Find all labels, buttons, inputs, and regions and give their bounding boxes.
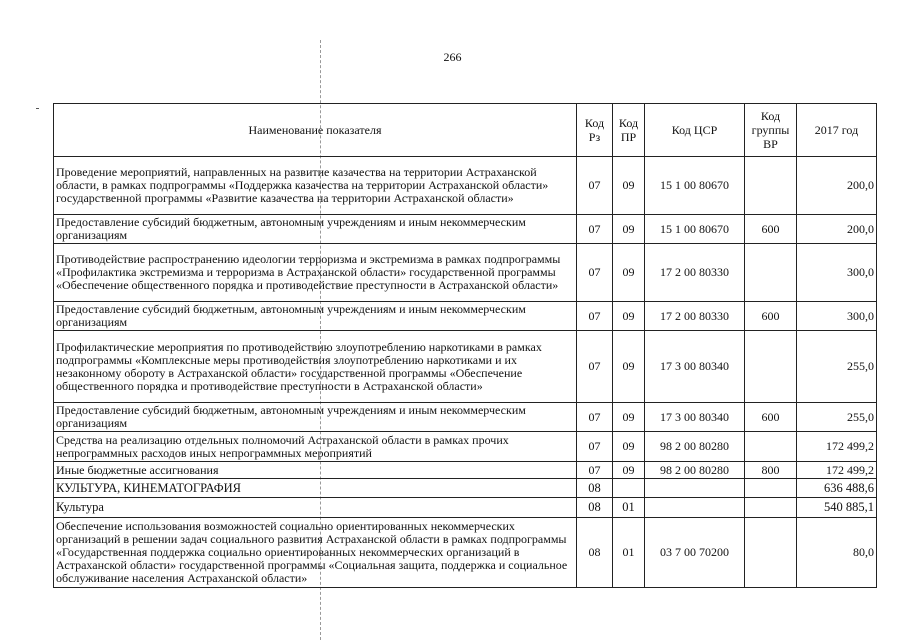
row-vr (745, 244, 797, 302)
header-year: 2017 год (797, 104, 877, 157)
row-amount: 80,0 (797, 518, 877, 588)
header-vr: Код группы ВР (745, 104, 797, 157)
header-name: Наименование показателя (54, 104, 577, 157)
row-amount: 540 885,1 (797, 498, 877, 518)
row-vr (745, 432, 797, 462)
row-amount: 200,0 (797, 157, 877, 215)
row-name: Предоставление субсидий бюджетным, автономным учреждениям и иным некоммерческим организациям (54, 215, 577, 244)
row-csr: 17 2 00 80330 (645, 302, 745, 331)
row-name: Предоставление субсидий бюджетным, автономным учреждениям и иным некоммерческим организациям (54, 403, 577, 432)
table-row (54, 302, 877, 331)
header-rz: Код Рз (577, 104, 613, 157)
row-csr: 15 1 00 80670 (645, 157, 745, 215)
row-rz: 07 (577, 331, 613, 403)
row-vr: 600 (745, 403, 797, 432)
row-amount: 200,0 (797, 215, 877, 244)
row-vr (745, 479, 797, 498)
row-pr: 09 (613, 157, 645, 215)
row-pr: 09 (613, 302, 645, 331)
row-name: Культура (54, 498, 577, 518)
table-row (54, 518, 877, 588)
row-csr (645, 498, 745, 518)
row-vr: 600 (745, 215, 797, 244)
row-csr: 03 7 00 70200 (645, 518, 745, 588)
row-rz: 08 (577, 518, 613, 588)
row-csr: 15 1 00 80670 (645, 215, 745, 244)
row-name: Проведение мероприятий, направленных на развитие казачества на территории Астраханской области, в рамках подпрограммы «Поддержка казачества на территории Астраханской области» государственной программы «Развитие казачества на территории Астраханской области» (54, 157, 577, 215)
row-vr: 800 (745, 462, 797, 479)
row-csr (645, 479, 745, 498)
row-vr (745, 331, 797, 403)
row-pr: 09 (613, 331, 645, 403)
table-row (54, 215, 877, 244)
table-row (54, 157, 877, 215)
page-number: 266 (443, 50, 462, 64)
row-amount: 636 488,6 (797, 479, 877, 498)
row-amount: 255,0 (797, 403, 877, 432)
table-header-row (54, 104, 877, 157)
table-row (54, 432, 877, 462)
row-pr: 09 (613, 403, 645, 432)
row-vr (745, 518, 797, 588)
table-row (54, 244, 877, 302)
row-vr (745, 157, 797, 215)
row-name: Обеспечение использования возможностей социально ориентированных некоммерческих организаций в решении задач социального развития Астраханской области в рамках подпрограммы «Государственная поддержка социально ориентированных некоммерческих организаций в Астраханской области» государственной программы «Социальная защита, поддержка и социальное обслуживание населения Астраханской области» (54, 518, 577, 588)
row-name: Предоставление субсидий бюджетным, автономным учреждениям и иным некоммерческим организациям (54, 302, 577, 331)
row-rz: 07 (577, 432, 613, 462)
row-name: Средства на реализацию отдельных полномочий Астраханской области в рамках прочих непрограммных расходов иных непрограммных мероприятий (54, 432, 577, 462)
row-csr: 17 3 00 80340 (645, 403, 745, 432)
row-rz: 08 (577, 479, 613, 498)
table-row (54, 479, 877, 498)
header-pr: Код ПР (613, 104, 645, 157)
budget-table (53, 103, 877, 588)
row-pr (613, 479, 645, 498)
row-pr: 09 (613, 432, 645, 462)
row-amount: 172 499,2 (797, 432, 877, 462)
row-pr: 09 (613, 244, 645, 302)
row-name: КУЛЬТУРА, КИНЕМАТОГРАФИЯ (54, 479, 577, 498)
row-rz: 07 (577, 244, 613, 302)
row-csr: 17 2 00 80330 (645, 244, 745, 302)
header-csr: Код ЦСР (645, 104, 745, 157)
row-csr: 98 2 00 80280 (645, 432, 745, 462)
row-pr: 01 (613, 498, 645, 518)
row-rz: 07 (577, 462, 613, 479)
row-pr: 09 (613, 462, 645, 479)
row-amount: 172 499,2 (797, 462, 877, 479)
row-csr: 17 3 00 80340 (645, 331, 745, 403)
row-vr (745, 498, 797, 518)
row-rz: 07 (577, 403, 613, 432)
row-name: Профилактические мероприятия по противодействию злоупотреблению наркотиками в рамках подпрограммы «Комплексные меры противодействия злоупотреблению наркотиками и их незаконному обороту в Астраханской области» государственной программы «Обеспечение общественного порядка и противодействие преступности в Астраханской области» (54, 331, 577, 403)
row-pr: 01 (613, 518, 645, 588)
table-row (54, 403, 877, 432)
row-amount: 300,0 (797, 302, 877, 331)
row-rz: 07 (577, 215, 613, 244)
row-rz: 08 (577, 498, 613, 518)
row-name: Иные бюджетные ассигнования (54, 462, 577, 479)
table-row (54, 498, 877, 518)
scan-mark (36, 108, 39, 109)
row-name: Противодействие распространению идеологии терроризма и экстремизма в рамках подпрограммы «Профилактика экстремизма и терроризма в Астраханской области» государственной программы «Обеспечение общественного порядка и противодействие преступности в Астраханской области» (54, 244, 577, 302)
table-row (54, 462, 877, 479)
row-rz: 07 (577, 157, 613, 215)
row-rz: 07 (577, 302, 613, 331)
row-vr: 600 (745, 302, 797, 331)
row-amount: 255,0 (797, 331, 877, 403)
row-csr: 98 2 00 80280 (645, 462, 745, 479)
table-row (54, 331, 877, 403)
row-pr: 09 (613, 215, 645, 244)
row-amount: 300,0 (797, 244, 877, 302)
